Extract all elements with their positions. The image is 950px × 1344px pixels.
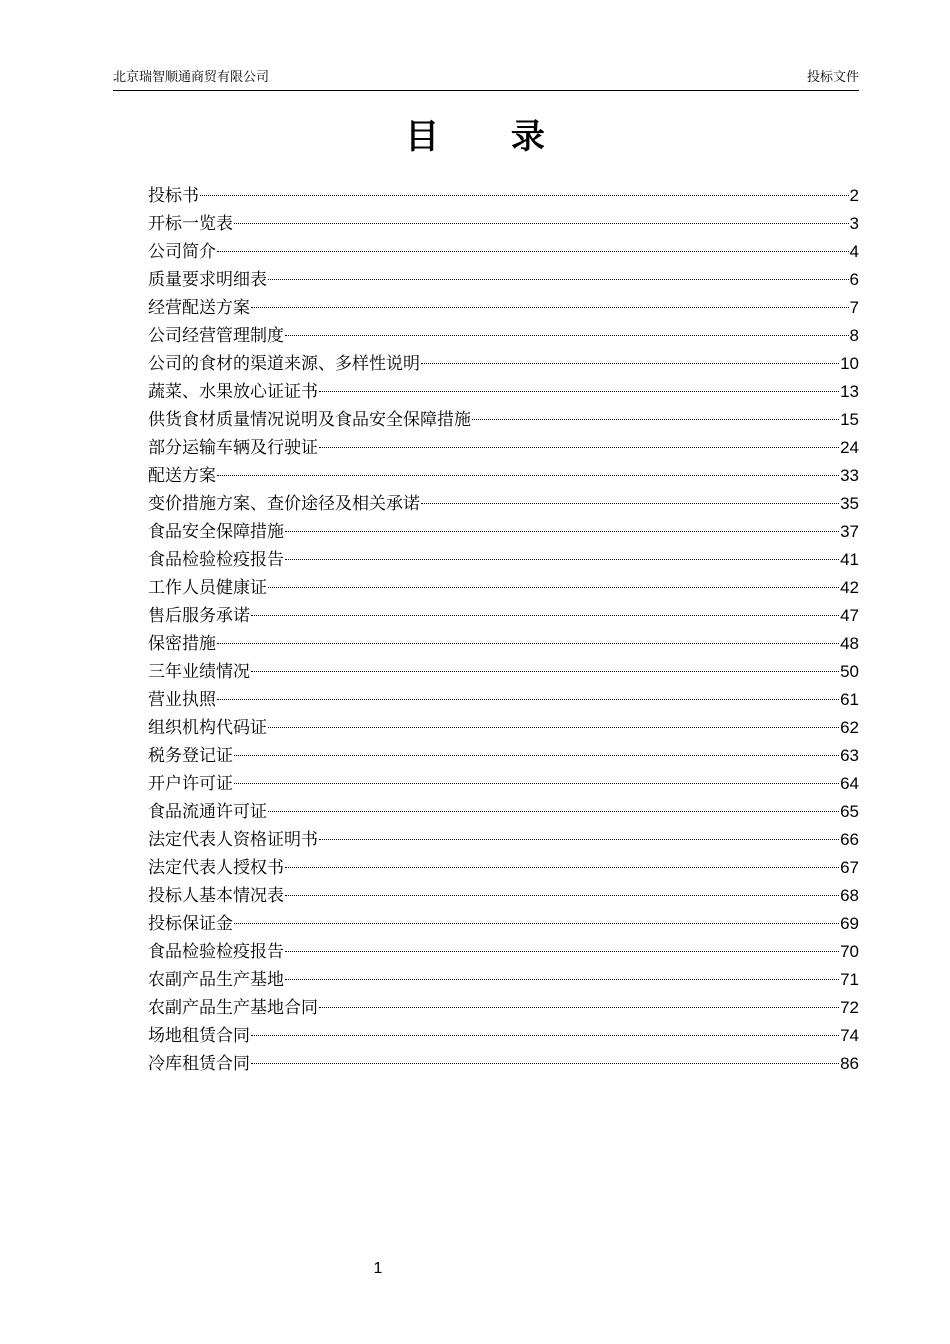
toc-entry[interactable] bbox=[148, 238, 859, 266]
toc-entry[interactable] bbox=[148, 490, 859, 518]
toc-entry[interactable] bbox=[148, 322, 859, 350]
toc-entry-label: 开户许可证 bbox=[148, 774, 233, 794]
toc-dot-leader bbox=[421, 503, 839, 504]
toc-entry-page: 47 bbox=[840, 606, 859, 625]
toc-entry-page: 42 bbox=[840, 578, 859, 597]
toc-dot-leader bbox=[285, 979, 839, 980]
toc-dot-leader bbox=[319, 839, 839, 840]
toc-entry-page: 35 bbox=[840, 494, 859, 513]
toc-entry[interactable] bbox=[148, 826, 859, 854]
toc-dot-leader bbox=[234, 923, 839, 924]
toc-entry[interactable] bbox=[148, 546, 859, 574]
toc-entry[interactable] bbox=[148, 882, 859, 910]
toc-entry[interactable] bbox=[148, 210, 859, 238]
toc-entry[interactable] bbox=[148, 182, 859, 210]
toc-entry[interactable] bbox=[148, 406, 859, 434]
toc-entry-page: 3 bbox=[849, 214, 859, 233]
toc-entry[interactable] bbox=[148, 658, 859, 686]
toc-entry-label: 三年业绩情况 bbox=[148, 662, 250, 682]
toc-dot-leader bbox=[217, 699, 839, 700]
toc-dot-leader bbox=[251, 307, 849, 308]
toc-entry[interactable] bbox=[148, 630, 859, 658]
table-of-contents bbox=[148, 182, 859, 1078]
toc-entry-page: 61 bbox=[840, 690, 859, 709]
toc-entry[interactable] bbox=[148, 518, 859, 546]
toc-entry-page: 2 bbox=[849, 186, 859, 205]
toc-entry[interactable] bbox=[148, 742, 859, 770]
toc-dot-leader bbox=[421, 363, 839, 364]
toc-entry-page: 6 bbox=[849, 270, 859, 289]
toc-dot-leader bbox=[251, 671, 839, 672]
toc-entry[interactable] bbox=[148, 602, 859, 630]
toc-entry-page: 71 bbox=[840, 970, 859, 989]
toc-dot-leader bbox=[319, 391, 839, 392]
toc-entry-label: 农副产品生产基地合同 bbox=[148, 998, 318, 1018]
toc-entry-label: 法定代表人资格证明书 bbox=[148, 830, 318, 850]
toc-entry-label: 场地租赁合同 bbox=[148, 1026, 250, 1046]
toc-entry[interactable] bbox=[148, 1050, 859, 1078]
toc-dot-leader bbox=[234, 223, 849, 224]
toc-entry-page: 68 bbox=[840, 886, 859, 905]
toc-entry[interactable] bbox=[148, 770, 859, 798]
toc-entry[interactable] bbox=[148, 434, 859, 462]
toc-dot-leader bbox=[251, 615, 839, 616]
toc-entry-label: 法定代表人授权书 bbox=[148, 858, 284, 878]
toc-dot-leader bbox=[200, 195, 849, 196]
page-number: 1 bbox=[373, 1260, 383, 1277]
toc-entry[interactable] bbox=[148, 994, 859, 1022]
toc-entry-page: 50 bbox=[840, 662, 859, 681]
toc-dot-leader bbox=[319, 447, 839, 448]
toc-dot-leader bbox=[217, 475, 839, 476]
toc-entry[interactable] bbox=[148, 1022, 859, 1050]
toc-entry-label: 组织机构代码证 bbox=[148, 718, 267, 738]
toc-entry-page: 62 bbox=[840, 718, 859, 737]
toc-entry-page: 65 bbox=[840, 802, 859, 821]
toc-entry-page: 37 bbox=[840, 522, 859, 541]
toc-dot-leader bbox=[319, 1007, 839, 1008]
toc-entry-page: 13 bbox=[840, 382, 859, 401]
toc-dot-leader bbox=[268, 811, 839, 812]
toc-entry-page: 64 bbox=[840, 774, 859, 793]
toc-entry[interactable] bbox=[148, 910, 859, 938]
toc-entry-page: 48 bbox=[840, 634, 859, 653]
toc-entry-label: 食品检验检疫报告 bbox=[148, 550, 284, 570]
toc-dot-leader bbox=[285, 531, 839, 532]
toc-entry[interactable] bbox=[148, 574, 859, 602]
toc-entry[interactable] bbox=[148, 378, 859, 406]
toc-dot-leader bbox=[251, 1035, 839, 1036]
toc-entry-label: 营业执照 bbox=[148, 690, 216, 710]
toc-dot-leader bbox=[268, 279, 849, 280]
toc-entry-label: 开标一览表 bbox=[148, 214, 233, 234]
toc-entry-label: 质量要求明细表 bbox=[148, 270, 267, 290]
toc-entry-label: 供货食材质量情况说明及食品安全保障措施 bbox=[148, 410, 471, 430]
toc-entry-label: 变价措施方案、查价途径及相关承诺 bbox=[148, 494, 420, 514]
toc-entry-label: 冷库租赁合同 bbox=[148, 1054, 250, 1074]
toc-entry-page: 15 bbox=[840, 410, 859, 429]
toc-entry-page: 4 bbox=[849, 242, 859, 261]
page-header bbox=[113, 68, 859, 91]
toc-entry-page: 63 bbox=[840, 746, 859, 765]
toc-entry[interactable] bbox=[148, 686, 859, 714]
toc-entry-label: 食品检验检疫报告 bbox=[148, 942, 284, 962]
toc-dot-leader bbox=[234, 783, 839, 784]
toc-entry-page: 69 bbox=[840, 914, 859, 933]
toc-entry[interactable] bbox=[148, 854, 859, 882]
toc-dot-leader bbox=[285, 559, 839, 560]
toc-entry[interactable] bbox=[148, 798, 859, 826]
toc-dot-leader bbox=[268, 587, 839, 588]
toc-entry-label: 配送方案 bbox=[148, 466, 216, 486]
toc-entry-label: 经营配送方案 bbox=[148, 298, 250, 318]
toc-dot-leader bbox=[285, 895, 839, 896]
toc-dot-leader bbox=[217, 251, 849, 252]
toc-entry[interactable] bbox=[148, 966, 859, 994]
toc-entry-page: 74 bbox=[840, 1026, 859, 1045]
toc-entry[interactable] bbox=[148, 714, 859, 742]
toc-entry-page: 33 bbox=[840, 466, 859, 485]
toc-entry-page: 41 bbox=[840, 550, 859, 569]
toc-entry[interactable] bbox=[148, 938, 859, 966]
toc-entry-label: 蔬菜、水果放心证证书 bbox=[148, 382, 318, 402]
toc-entry[interactable] bbox=[148, 462, 859, 490]
toc-entry-label: 税务登记证 bbox=[148, 746, 233, 766]
toc-dot-leader bbox=[285, 335, 849, 336]
toc-entry-page: 66 bbox=[840, 830, 859, 849]
toc-entry-label: 保密措施 bbox=[148, 634, 216, 654]
toc-entry[interactable] bbox=[148, 266, 859, 294]
header-document-type: 投标文件 bbox=[806, 70, 859, 85]
toc-entry-label: 投标书 bbox=[148, 186, 199, 206]
toc-dot-leader bbox=[285, 867, 839, 868]
toc-dot-leader bbox=[234, 755, 839, 756]
toc-entry-label: 公司的食材的渠道来源、多样性说明 bbox=[148, 354, 420, 374]
toc-entry-label: 公司经营管理制度 bbox=[148, 326, 284, 346]
toc-entry-page: 70 bbox=[840, 942, 859, 961]
toc-entry[interactable] bbox=[148, 294, 859, 322]
toc-entry-page: 24 bbox=[840, 438, 859, 457]
toc-entry-label: 农副产品生产基地 bbox=[148, 970, 284, 990]
toc-entry-page: 10 bbox=[840, 354, 859, 373]
toc-entry-label: 售后服务承诺 bbox=[148, 606, 250, 626]
toc-entry-page: 67 bbox=[840, 858, 859, 877]
toc-entry-label: 工作人员健康证 bbox=[148, 578, 267, 598]
toc-entry-page: 72 bbox=[840, 998, 859, 1017]
toc-title: 目 录 bbox=[405, 117, 575, 157]
header-company-name: 北京瑞智顺通商贸有限公司 bbox=[113, 70, 270, 85]
toc-dot-leader bbox=[217, 643, 839, 644]
toc-dot-leader bbox=[285, 951, 839, 952]
toc-dot-leader bbox=[251, 1063, 839, 1064]
toc-dot-leader bbox=[472, 419, 839, 420]
toc-entry-label: 部分运输车辆及行驶证 bbox=[148, 438, 318, 458]
toc-entry-label: 公司简介 bbox=[148, 242, 216, 262]
toc-entry-label: 食品流通许可证 bbox=[148, 802, 267, 822]
toc-entry-page: 7 bbox=[849, 298, 859, 317]
toc-entry-page: 86 bbox=[840, 1054, 859, 1073]
toc-entry-label: 投标保证金 bbox=[148, 914, 233, 934]
toc-entry-label: 食品安全保障措施 bbox=[148, 522, 284, 542]
toc-entry[interactable] bbox=[148, 350, 859, 378]
toc-dot-leader bbox=[268, 727, 839, 728]
toc-entry-page: 8 bbox=[849, 326, 859, 345]
toc-entry-label: 投标人基本情况表 bbox=[148, 886, 284, 906]
